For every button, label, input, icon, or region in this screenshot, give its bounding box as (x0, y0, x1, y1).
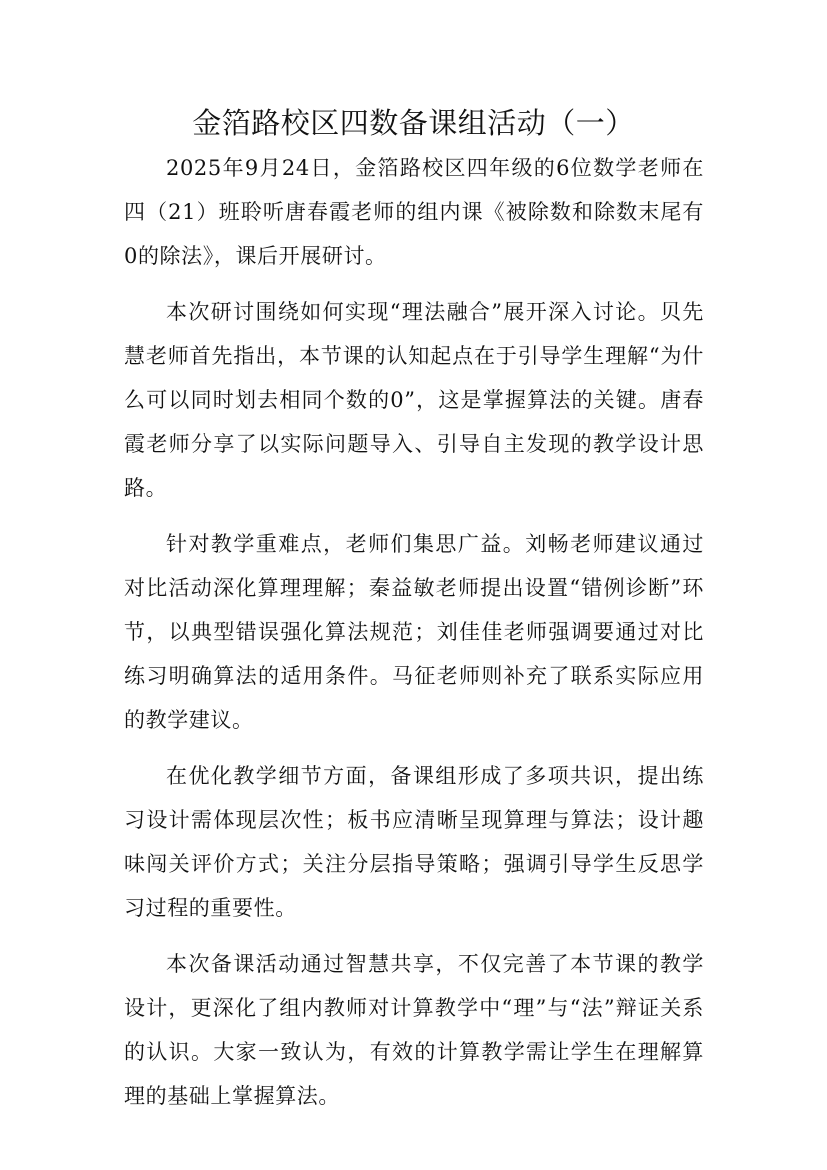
paragraph-consensus: 在优化教学细节方面，备课组形成了多项共识，提出练习设计需体现层次性；板书应清晰呈现算理与算法；设计趣味闯关评价方式；关注分层指导策略；强调引导学生反思学习过程的重要性。 (124, 764, 704, 920)
paragraph-suggestions: 针对教学重难点，老师们集思广益。刘畅老师建议通过对比活动深化算理理解；秦益敏老师提出设置“错例诊断”环节，以典型错误强化算法规范；刘佳佳老师强调要通过对比练习明确算法的适用条件。马征老师则补充了联系实际应用的教学建议。 (124, 532, 704, 732)
document-body (124, 146, 704, 1130)
paragraph-intro: 2025年9月24日，金箔路校区四年级的6位数学老师在四（21）班聆听唐春霞老师的组内课《被除数和除数末尾有0的除法》，课后开展研讨。 (124, 156, 704, 268)
paragraph-conclusion: 本次备课活动通过智慧共享，不仅完善了本节课的教学设计，更深化了组内教师对计算教学中“理”与“法”辩证关系的认识。大家一致认为，有效的计算教学需让学生在理解算理的基础上掌握算法。 (124, 952, 704, 1108)
document-title: 金箔路校区四数备课组活动（一） (192, 106, 635, 140)
paragraph-discussion: 本次研讨围绕如何实现“理法融合”展开深入讨论。贝先慧老师首先指出，本节课的认知起点在于引导学生理解“为什么可以同时划去相同个数的0”，这是掌握算法的关键。唐春霞老师分享了以实际问题导入、引导自主发现的教学设计思路。 (124, 300, 704, 500)
